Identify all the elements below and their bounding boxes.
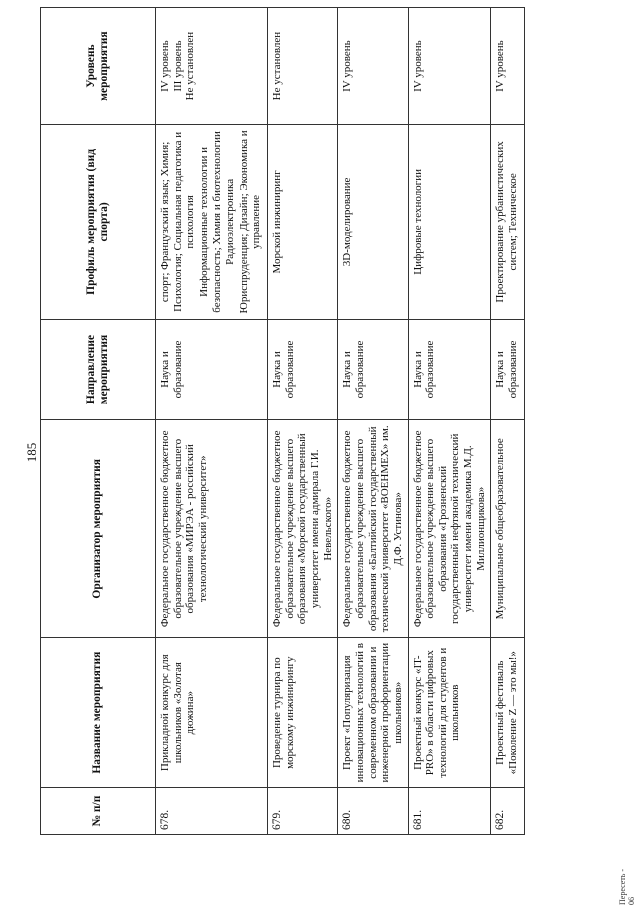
profile-item: Юриспруденция; Дизайн; Экономика и управление [237,130,263,314]
row-number: 678. [156,788,268,835]
event-level [156,8,268,125]
level-item: IV уровень [494,40,507,92]
event-direction: Наука и образование [408,319,491,420]
event-profile [268,125,338,319]
header-name: Название мероприятия [41,638,156,788]
footer-mark: Пересеть - 06 [618,868,636,905]
profile-item: 3D-моделирование [341,177,354,267]
row-number: 680. [338,788,408,835]
event-organizer: Муниципальное общеобразовательное [491,420,524,638]
event-profile [408,125,491,319]
event-name: Проектный конкурс «IT-PRO» в области цифровых технологий для студентов и школьников [408,638,491,788]
event-direction: Наука и образование [338,319,408,420]
event-level [338,8,408,125]
header-organizer: Организатор мероприятия [41,420,156,638]
level-item: Не установлен [184,31,197,101]
event-name: Проведение турнира по морскому инжинирингу [268,638,338,788]
event-direction: Наука и образование [156,319,268,420]
events-table [40,7,525,835]
table-header-row [41,8,156,835]
header-profile: Профиль мероприятия (вид спорта) [41,125,156,319]
event-level [268,8,338,125]
level-item: Не установлен [271,31,284,101]
level-item: IV уровень [341,40,354,92]
profile-item: Информационные технологии и безопасность; Химия и биотехнологии [197,131,223,313]
event-organizer: Федеральное государственное бюджетное образовательное учреждение высшего образования «Балтийский государственный технический университет «ВОЕНМЕХ» им. Д.Ф. Устинова» [338,420,408,638]
table-row [491,8,524,835]
level-item: IV уровень [411,40,424,92]
page-number: 185 [24,442,39,463]
profile-item: Цифровые технологии [411,169,424,275]
event-name: Проект «Популяризация инновационных технологий в современном образовании и инженерной профориентации школьников» [338,638,408,788]
event-direction: Наука и образование [491,319,524,420]
event-organizer: Федеральное государственное бюджетное образовательное учреждение высшего образования «Грозненский государственный нефтяной технический университет имени академика М.Д. Миллионщикова» [408,420,491,638]
event-level [491,8,524,125]
event-name: Проектный фестиваль «Поколение Z — это мы!» [491,638,524,788]
level-item: IV уровень [159,40,171,92]
row-number: 681. [408,788,491,835]
row-number: 682. [491,788,524,835]
event-organizer: Федеральное государственное бюджетное образовательное учреждение высшего образования «Морской государственный университет имени адмирала Г.И. Невельского» [268,420,338,638]
table-row [268,8,338,835]
event-profile [156,125,268,319]
profile-item: спорт; Французский язык; Химия; Психология; Социальная педагогика и психология [159,131,197,312]
event-profile [338,125,408,319]
profile-item: Радиоэлектроника [224,178,237,265]
event-direction: Наука и образование [268,319,338,420]
profile-item: Проектирование урбанистических систем; Техническое [494,141,520,303]
table-row [408,8,491,835]
event-profile [491,125,524,319]
profile-item: Морской инжиниринг [271,170,284,274]
level-item: III уровень [171,40,184,92]
header-direction: Направление мероприятия [41,319,156,420]
event-level [408,8,491,125]
table-row [156,8,268,835]
table-row [338,8,408,835]
event-organizer: Федеральное государственное бюджетное образовательное учреждение высшего образования «МИРЭА - российский технологический университет» [156,420,268,638]
row-number: 679. [268,788,338,835]
event-name: Прикладной конкурс для школьников «Золотая дюжина» [156,638,268,788]
header-level: Уровень мероприятия [41,8,156,125]
header-num: № п/п [41,788,156,835]
